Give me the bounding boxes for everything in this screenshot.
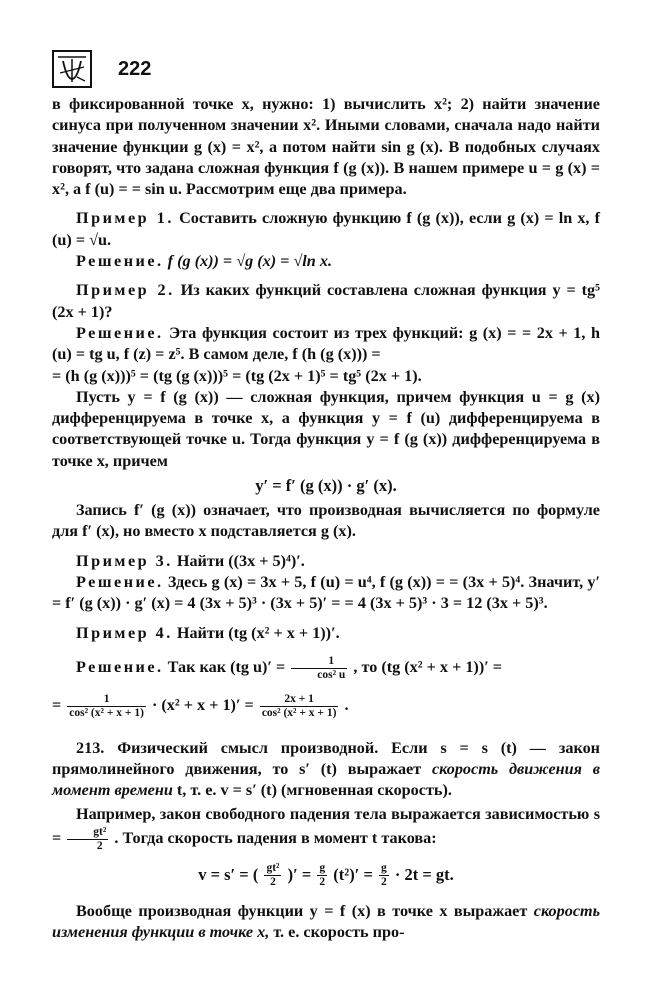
fraction-2x1-over-cos2 bbox=[260, 693, 339, 720]
example-4-solution-b: , то (tg (x² + x + 1))′ = bbox=[353, 657, 503, 676]
example-4-solution-a: Так как (tg u)′ = bbox=[167, 657, 286, 676]
solution-label: Решение. bbox=[76, 657, 164, 676]
fraction-numerator: 1 bbox=[67, 693, 146, 707]
example-1 bbox=[52, 208, 600, 251]
fraction-denominator: 2 bbox=[319, 876, 326, 889]
paragraph-free-fall bbox=[52, 802, 600, 853]
page-number: 222 bbox=[118, 57, 152, 80]
fraction-gt2-over-2 bbox=[264, 862, 281, 889]
solution-label: Решение. bbox=[76, 252, 164, 271]
textbook-page bbox=[52, 48, 600, 943]
paragraph-general-meaning bbox=[52, 901, 600, 944]
velocity-formula-c: (t²)′ = bbox=[333, 864, 373, 884]
example-2 bbox=[52, 280, 600, 323]
example-4-mid: · (x² + x + 1)′ = bbox=[151, 695, 254, 714]
fraction-gt2-over-2 bbox=[67, 826, 108, 853]
velocity-formula bbox=[52, 857, 600, 893]
velocity-formula-d: · 2t = gt. bbox=[394, 864, 454, 884]
general-text-b: т. е. скорость про- bbox=[273, 923, 405, 942]
free-fall-text-a: Например, закон свободного падения тела выражается зависимостью s = bbox=[52, 804, 600, 847]
page-header bbox=[52, 48, 600, 90]
fraction-denominator: 2 bbox=[96, 839, 103, 852]
example-2-solution-line-2: = (h (g (x)))⁵ = (tg (g (x)))⁵ = (tg (2x + 1)⁵ = tg⁵ (2x + 1). bbox=[52, 366, 422, 385]
fraction-1-over-cos2u bbox=[291, 655, 347, 682]
derivative-logo-icon bbox=[52, 50, 92, 88]
example-3-solution bbox=[52, 572, 600, 615]
example-2-solution bbox=[52, 323, 600, 366]
fraction-denominator: 2 bbox=[270, 876, 276, 889]
velocity-formula-b: )′ = bbox=[287, 864, 312, 884]
example-3-text: Найти ((3x + 5)⁴)′. bbox=[176, 551, 305, 570]
example-3 bbox=[52, 551, 600, 572]
period: . bbox=[344, 695, 349, 714]
example-1-text: Составить сложную функцию f (g (x)), если g (x) = ln x, f (u) = √u. bbox=[52, 209, 601, 249]
example-2-solution-text: Эта функция состоит из трех функций: g (x) = = 2x + 1, h (u) = tg u, f (z) = z⁵. В самом деле, f (h (g (x))) = bbox=[52, 323, 601, 364]
example-2-title: Пример 2. bbox=[76, 281, 175, 300]
example-3-title: Пример 3. bbox=[76, 551, 173, 570]
fraction-g-over-2 bbox=[317, 862, 327, 889]
example-4-title: Пример 4. bbox=[76, 623, 173, 642]
fraction-numerator: gt² bbox=[266, 862, 280, 875]
fraction-denominator: cos² (x² + x + 1) bbox=[69, 706, 144, 719]
example-1-title: Пример 1. bbox=[76, 209, 174, 228]
fraction-numerator: g bbox=[319, 862, 326, 875]
example-1-solution-formula: f (g (x)) = √g (x) = √ln x. bbox=[167, 252, 332, 271]
section-text-a: Если s = s (t) — закон прямолинейного движения, то s′ (t) выражает bbox=[52, 738, 600, 779]
general-text-a: Вообще производная функции y = f (x) в точке x выражает bbox=[76, 901, 528, 920]
fraction-1-over-cos2 bbox=[67, 693, 146, 720]
general-italic-phrase: скорость изменения функции в точке x, bbox=[52, 901, 600, 942]
paragraph-chain-rule: Пусть y = f (g (x)) — сложная функция, причем функция u = g (x) дифференцируема в точке x, а функция y = f (u) дифференцируема в соответствующей точке u. Тогда функция y = f (g (x)) дифференцируема в точке x, причем bbox=[52, 387, 600, 470]
section-text-b: t, т. е. v = s′ (t) (мгновенная скорость). bbox=[176, 781, 452, 800]
section-213 bbox=[52, 738, 600, 802]
example-3-solution-text: Здесь g (x) = 3x + 5, f (u) = u⁴, f (g (x)) = = (3x + 5)⁴. Значит, y′ = f′ (g (x)) · g′ (x) = 4 (3x + 5)³ · (3x + 5)′ = = 4 (3x + 5)³ · 3 = 12 (3x + 5)³. bbox=[52, 572, 600, 613]
fraction-numerator: 1 bbox=[291, 655, 347, 669]
velocity-formula-a: v = s′ = ( bbox=[198, 864, 259, 884]
fraction-g-over-2 bbox=[379, 862, 389, 889]
paragraph-notation: Запись f′ (g (x)) означает, что производная вычисляется по формуле для f′ (x), но вместо x подставляется g (x). bbox=[52, 501, 600, 541]
free-fall-text-b: . Тогда скорость падения в момент t такова: bbox=[114, 828, 437, 847]
section-italic-phrase: скорость движения в момент времени bbox=[52, 760, 600, 800]
fraction-numerator: g bbox=[381, 862, 387, 875]
chain-rule-formula: y′ = f′ (g (x)) · g′ (x). bbox=[255, 476, 397, 496]
example-4-result bbox=[52, 688, 600, 722]
fraction-denominator: cos² u bbox=[317, 668, 346, 681]
example-4 bbox=[52, 623, 600, 644]
example-2-text: Из каких функций составлена сложная функция y = tg⁵ (2x + 1)? bbox=[52, 281, 601, 321]
solution-label: Решение. bbox=[76, 572, 164, 591]
fraction-denominator: 2 bbox=[381, 876, 387, 889]
paragraph-composite-intro: в фиксированной точке x, нужно: 1) вычислить x²; 2) найти значение синуса при полученном значении x². Иными словами, сначала надо найти значение функции g (x) = x², а потом найти sin g (x). В подобных случаях говорят, что задана сложная функция f (g (x)). В нашем примере u = g (x) = x², а f (u) = = sin u. Рассмотрим еще два примера. bbox=[52, 95, 600, 199]
example-4-solution bbox=[52, 652, 600, 682]
solution-label: Решение. bbox=[76, 323, 164, 342]
section-title: 213. Физический смысл производной. bbox=[76, 738, 379, 757]
fraction-numerator: gt² bbox=[67, 826, 108, 840]
example-4-text: Найти (tg (x² + x + 1))′. bbox=[176, 623, 340, 642]
fraction-numerator: 2x + 1 bbox=[260, 693, 339, 707]
equals-sign: = bbox=[52, 695, 62, 714]
fraction-denominator: cos² (x² + x + 1) bbox=[261, 706, 337, 719]
example-1-solution bbox=[52, 251, 600, 272]
